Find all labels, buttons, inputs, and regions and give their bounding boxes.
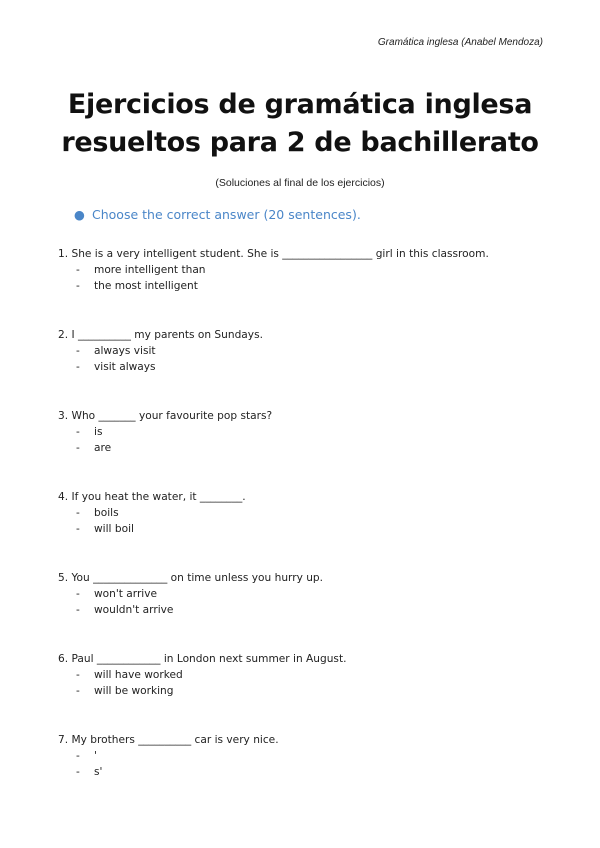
option-text: will boil: [94, 523, 134, 535]
dash-marker: -: [76, 766, 80, 778]
option-text: won't arrive: [94, 588, 158, 600]
question-text: 7. My brothers __________ car is very nice.: [58, 734, 279, 746]
header-note: Gramática inglesa (Anabel Mendoza): [377, 37, 543, 48]
dash-marker: -: [76, 588, 80, 600]
question-text: 2. I __________ my parents on Sundays.: [58, 329, 263, 341]
option-list: [58, 586, 548, 618]
page-title: [0, 86, 600, 162]
question-text: 6. Paul ____________ in London next summer in August.: [58, 653, 347, 665]
option-item: [58, 764, 548, 780]
dash-marker: -: [76, 604, 80, 616]
option-item: [58, 440, 548, 456]
option-text: will have worked: [94, 669, 183, 681]
option-text: is: [94, 426, 103, 438]
question-item: [58, 570, 548, 618]
question-list: [58, 246, 548, 813]
option-list: [58, 262, 548, 294]
question-item: [58, 327, 548, 375]
question-text: 5. You ______________ on time unless you hurry up.: [58, 572, 324, 584]
option-list: [58, 667, 548, 699]
option-text: will be working: [94, 685, 174, 697]
dash-marker: -: [76, 750, 80, 762]
question-item: [58, 489, 548, 537]
option-text: s': [94, 766, 103, 778]
question-item: [58, 408, 548, 456]
dash-marker: -: [76, 426, 80, 438]
option-text: ': [94, 750, 97, 762]
option-text: boils: [94, 507, 119, 519]
option-text: the most intelligent: [94, 280, 198, 292]
option-item: [58, 602, 548, 618]
option-text: more intelligent than: [94, 264, 206, 276]
option-text: always visit: [94, 345, 156, 357]
option-item: [58, 278, 548, 294]
option-item: [58, 748, 548, 764]
dash-marker: -: [76, 264, 80, 276]
title-line-2: resueltos para 2 de bachillerato: [61, 127, 539, 158]
option-item: [58, 262, 548, 278]
option-list: [58, 424, 548, 456]
option-item: [58, 683, 548, 699]
dash-marker: -: [76, 669, 80, 681]
option-item: [58, 505, 548, 521]
option-text: wouldn't arrive: [94, 604, 174, 616]
dash-marker: -: [76, 685, 80, 697]
option-item: [58, 359, 548, 375]
option-list: [58, 343, 548, 375]
dash-marker: -: [76, 507, 80, 519]
option-item: [58, 343, 548, 359]
option-text: are: [94, 442, 112, 454]
dash-marker: -: [76, 345, 80, 357]
option-text: visit always: [94, 361, 156, 373]
question-item: [58, 246, 548, 294]
question-item: [58, 651, 548, 699]
question-text: 1. She is a very intelligent student. She is _________________ girl in this classroom.: [58, 248, 489, 260]
option-item: [58, 586, 548, 602]
option-list: [58, 748, 548, 780]
dash-marker: -: [76, 361, 80, 373]
option-item: [58, 424, 548, 440]
title-line-1: Ejercicios de gramática inglesa: [67, 89, 533, 120]
option-item: [58, 667, 548, 683]
dash-marker: -: [76, 442, 80, 454]
instruction-text: Choose the correct answer (20 sentences).: [92, 207, 361, 222]
option-item: [58, 521, 548, 537]
instruction: [74, 207, 361, 222]
question-text: 4. If you heat the water, it ________.: [58, 491, 246, 503]
question-item: [58, 732, 548, 780]
subtitle: (Soluciones al final de los ejercicios): [215, 177, 385, 189]
option-list: [58, 505, 548, 537]
question-text: 3. Who _______ your favourite pop stars?: [58, 410, 273, 422]
dash-marker: -: [76, 280, 80, 292]
dash-marker: -: [76, 523, 80, 535]
bullet-icon: ●: [74, 207, 85, 222]
